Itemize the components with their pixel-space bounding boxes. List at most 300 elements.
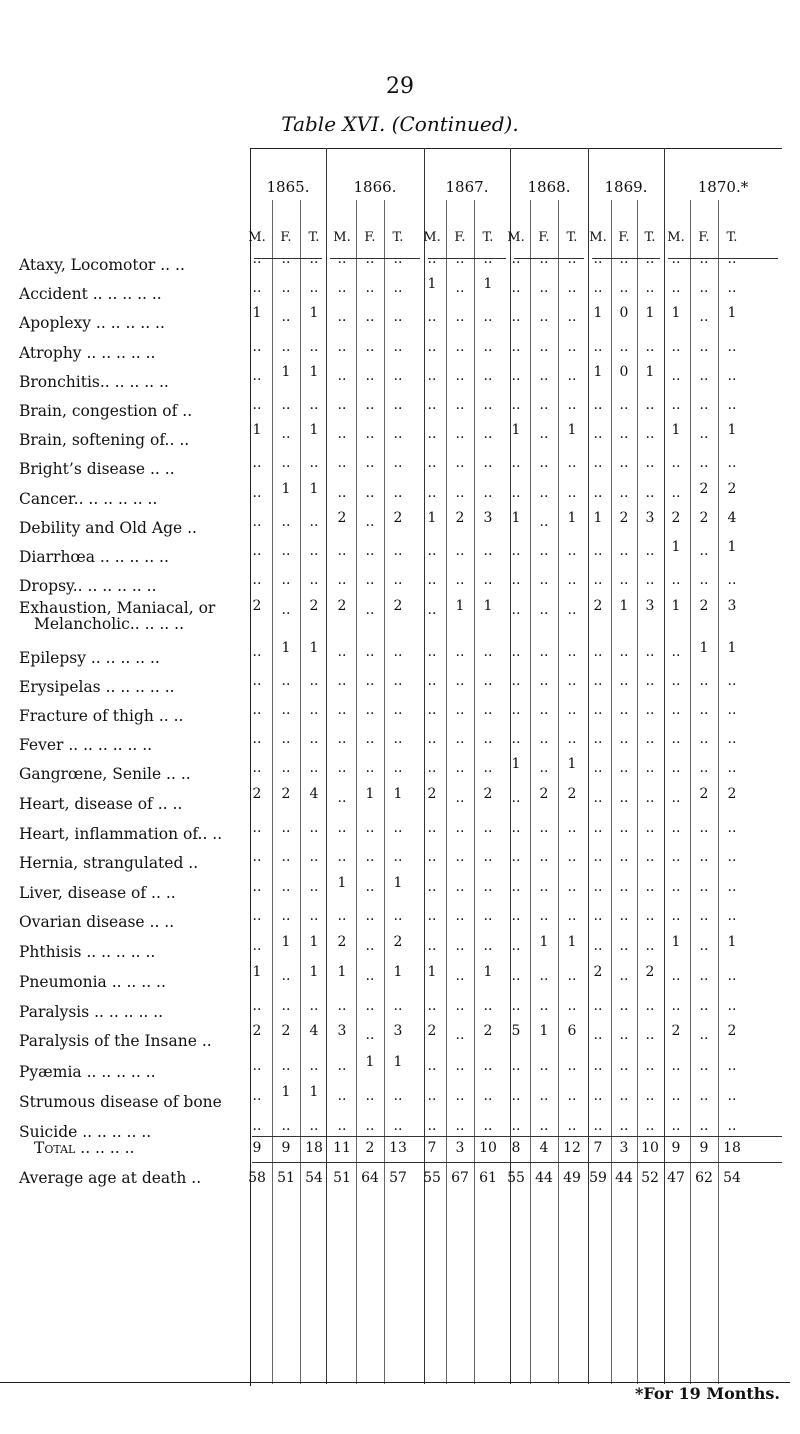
table-cell: .. [393, 309, 403, 325]
table-cell: .. [539, 455, 549, 471]
table-cell: .. [281, 397, 291, 413]
total-cell: 9 [699, 1140, 709, 1156]
table-cell: 1 [252, 964, 262, 980]
row-label: Ataxy, Locomotor .. .. [19, 256, 185, 274]
row-label: Fracture of thigh .. .. [19, 707, 184, 725]
table-cell: .. [645, 455, 655, 471]
table-cell: .. [645, 572, 655, 588]
table-cell: .. [365, 1027, 375, 1043]
table-cell: 1 [309, 422, 319, 438]
table-cell: .. [567, 968, 577, 984]
table-cell: .. [365, 968, 375, 984]
table-cell: .. [483, 339, 493, 355]
row-label: Fever .. .. .. .. .. .. [19, 736, 153, 754]
table-cell: .. [455, 673, 465, 689]
table-cell: 1 [365, 786, 375, 802]
table-cell: .. [483, 543, 493, 559]
table-cell: .. [699, 1088, 709, 1104]
table-cell: .. [455, 455, 465, 471]
table-cell: .. [511, 790, 521, 806]
average-cell: 54 [305, 1170, 323, 1186]
table-cell: 2 [309, 598, 319, 614]
table-cell: .. [567, 1118, 577, 1134]
table-cell: .. [511, 572, 521, 588]
table-cell: 1 [483, 964, 493, 980]
table-cell: .. [727, 760, 737, 776]
column-header: F. [280, 230, 292, 245]
table-cell: .. [727, 1118, 737, 1134]
table-cell: 5 [511, 1023, 521, 1039]
table-cell: .. [281, 760, 291, 776]
table-cell: 1 [511, 422, 521, 438]
row-label: Gangrœne, Senile .. .. [19, 765, 191, 783]
table-cell: .. [483, 820, 493, 836]
table-cell: .. [699, 968, 709, 984]
average-cell: 57 [389, 1170, 407, 1186]
table-cell: .. [483, 879, 493, 895]
total-cell: 3 [455, 1140, 465, 1156]
table-cell: .. [593, 908, 603, 924]
table-cell: .. [427, 339, 437, 355]
table-cell: .. [619, 849, 629, 865]
table-cell: .. [671, 760, 681, 776]
table-cell: .. [645, 790, 655, 806]
average-cell: 55 [507, 1170, 525, 1186]
table-cell: .. [252, 820, 262, 836]
row-label: Pneumonia .. .. .. .. [19, 973, 166, 991]
table-cell: .. [365, 1118, 375, 1134]
table-cell: .. [567, 1088, 577, 1104]
table-cell: .. [567, 485, 577, 501]
table-cell: .. [619, 731, 629, 747]
table-cell: .. [365, 998, 375, 1014]
table-cell: .. [252, 702, 262, 718]
table-cell: 1 [455, 598, 465, 614]
table-cell: .. [483, 1088, 493, 1104]
table-cell: 1 [337, 875, 347, 891]
year-header: 1870.* [697, 178, 749, 196]
table-cell: .. [252, 731, 262, 747]
table-cell: .. [671, 849, 681, 865]
table-cell: .. [593, 251, 603, 267]
average-cell: 44 [615, 1170, 633, 1186]
table-cell: 1 [337, 964, 347, 980]
column-header: T. [482, 230, 494, 245]
table-cell: .. [511, 702, 521, 718]
table-cell: 2 [671, 510, 681, 526]
table-cell: .. [671, 968, 681, 984]
table-cell: .. [252, 673, 262, 689]
table-cell: 2 [699, 786, 709, 802]
table-cell: 3 [645, 598, 655, 614]
table-cell: .. [455, 280, 465, 296]
table-cell: .. [593, 790, 603, 806]
table-cell: .. [455, 339, 465, 355]
table-cell: 1 [281, 1084, 291, 1100]
table-cell: .. [539, 998, 549, 1014]
table-cell: 2 [281, 1023, 291, 1039]
table-cell: .. [427, 397, 437, 413]
table-cell: .. [567, 309, 577, 325]
table-cell: .. [671, 820, 681, 836]
table-cell: .. [252, 543, 262, 559]
table-cell: .. [455, 998, 465, 1014]
table-cell: .. [593, 879, 603, 895]
table-cell: .. [539, 968, 549, 984]
table-cell: 2 [593, 964, 603, 980]
table-cell: .. [727, 968, 737, 984]
table-cell: .. [393, 908, 403, 924]
table-cell: .. [281, 572, 291, 588]
page-number: 29 [386, 74, 414, 99]
column-header: M. [667, 230, 685, 245]
table-title: Table XVI. (Continued). [281, 112, 519, 136]
table-cell: .. [393, 543, 403, 559]
table-cell: .. [727, 397, 737, 413]
table-cell: .. [393, 702, 403, 718]
table-cell: .. [671, 879, 681, 895]
average-cell: 58 [248, 1170, 266, 1186]
table-cell: .. [365, 908, 375, 924]
table-cell: .. [539, 760, 549, 776]
table-cell: .. [337, 455, 347, 471]
table-cell: 0 [619, 364, 629, 380]
table-cell: .. [309, 820, 319, 836]
row-label: Apoplexy .. .. .. .. .. [19, 314, 165, 332]
table-bottom-rule [0, 1382, 790, 1383]
table-cell: .. [567, 572, 577, 588]
table-cell: .. [539, 572, 549, 588]
table-cell: .. [511, 309, 521, 325]
table-cell: 2 [567, 786, 577, 802]
table-cell: .. [281, 968, 291, 984]
table-cell: .. [365, 673, 375, 689]
table-cell: .. [455, 397, 465, 413]
table-cell: .. [511, 673, 521, 689]
table-cell: .. [455, 760, 465, 776]
table-cell: .. [337, 426, 347, 442]
table-cell: .. [539, 820, 549, 836]
table-cell: .. [365, 820, 375, 836]
table-cell: 1 [393, 786, 403, 802]
row-label: Brain, congestion of .. [19, 402, 193, 420]
row-label: Phthisis .. .. .. .. .. [19, 943, 156, 961]
table-cell: .. [483, 702, 493, 718]
table-cell: .. [619, 702, 629, 718]
table-cell: 1 [309, 1084, 319, 1100]
table-cell: .. [593, 485, 603, 501]
table-cell: .. [699, 543, 709, 559]
table-cell: .. [619, 485, 629, 501]
table-cell: .. [699, 1058, 709, 1074]
table-cell: .. [252, 514, 262, 530]
total-rule [252, 1136, 782, 1137]
table-cell: .. [483, 644, 493, 660]
table-cell: .. [593, 572, 603, 588]
table-cell: .. [252, 998, 262, 1014]
table-cell: .. [699, 908, 709, 924]
table-cell: .. [281, 309, 291, 325]
table-cell: .. [427, 702, 437, 718]
table-cell: .. [699, 426, 709, 442]
table-cell: .. [427, 309, 437, 325]
row-label: Bright’s disease .. .. [19, 460, 175, 478]
average-cell: 59 [589, 1170, 607, 1186]
table-cell: .. [281, 280, 291, 296]
table-cell: .. [337, 251, 347, 267]
table-cell: .. [337, 820, 347, 836]
table-cell: .. [281, 251, 291, 267]
table-cell: .. [337, 1058, 347, 1074]
table-cell: .. [539, 543, 549, 559]
table-cell: 2 [727, 786, 737, 802]
table-cell: .. [393, 673, 403, 689]
table-cell: .. [727, 1088, 737, 1104]
table-cell: .. [539, 368, 549, 384]
table-cell: .. [727, 820, 737, 836]
table-cell: .. [309, 543, 319, 559]
table-cell: .. [511, 731, 521, 747]
table-cell: 1 [511, 756, 521, 772]
table-cell: .. [699, 455, 709, 471]
table-cell: .. [539, 514, 549, 530]
table-cell: .. [727, 879, 737, 895]
table-cell: 2 [455, 510, 465, 526]
table-cell: .. [619, 572, 629, 588]
table-cell: 1 [281, 640, 291, 656]
table-cell: .. [427, 673, 437, 689]
table-cell: .. [539, 908, 549, 924]
table-cell: .. [567, 397, 577, 413]
table-cell: .. [252, 938, 262, 954]
table-cell: .. [567, 673, 577, 689]
total-cell: 7 [427, 1140, 437, 1156]
table-cell: .. [645, 938, 655, 954]
table-cell: .. [455, 251, 465, 267]
table-cell: 2 [483, 1023, 493, 1039]
table-cell: .. [455, 368, 465, 384]
table-cell: .. [593, 1088, 603, 1104]
table-cell: .. [455, 849, 465, 865]
column-header: T. [726, 230, 738, 245]
table-cell: .. [337, 998, 347, 1014]
column-header: T. [308, 230, 320, 245]
table-cell: .. [645, 1088, 655, 1104]
table-cell: .. [483, 760, 493, 776]
table-cell: .. [483, 397, 493, 413]
table-cell: .. [281, 998, 291, 1014]
total-cell: 18 [305, 1140, 323, 1156]
table-cell: .. [671, 368, 681, 384]
table-cell: .. [455, 543, 465, 559]
table-cell: .. [699, 760, 709, 776]
table-cell: .. [427, 1058, 437, 1074]
table-cell: 1 [309, 364, 319, 380]
table-cell: .. [727, 731, 737, 747]
table-cell: .. [427, 485, 437, 501]
table-cell: 1 [393, 1054, 403, 1070]
table-cell: 2 [393, 934, 403, 950]
table-cell: .. [539, 673, 549, 689]
table-cell: .. [593, 820, 603, 836]
table-cell: .. [281, 702, 291, 718]
table-cell: .. [645, 673, 655, 689]
table-cell: .. [539, 426, 549, 442]
table-cell: .. [727, 251, 737, 267]
table-cell: .. [483, 938, 493, 954]
table-cell: 1 [567, 934, 577, 950]
table-cell: .. [337, 1088, 347, 1104]
table-cell: .. [427, 1118, 437, 1134]
table-cell: 1 [593, 510, 603, 526]
table-cell: .. [567, 251, 577, 267]
table-cell: 1 [671, 539, 681, 555]
table-cell: 2 [427, 1023, 437, 1039]
table-cell: .. [619, 673, 629, 689]
average-cell: 67 [451, 1170, 469, 1186]
table-cell: .. [699, 820, 709, 836]
table-cell: .. [309, 731, 319, 747]
table-cell: .. [567, 998, 577, 1014]
table-cell: .. [645, 998, 655, 1014]
table-cell: .. [511, 1118, 521, 1134]
table-cell: .. [699, 1118, 709, 1134]
table-cell: .. [619, 790, 629, 806]
footnote: *For 19 Months. [635, 1384, 780, 1403]
table-cell: .. [365, 455, 375, 471]
table-cell: 1 [365, 1054, 375, 1070]
table-cell: .. [645, 702, 655, 718]
table-cell: 2 [393, 510, 403, 526]
table-cell: .. [567, 820, 577, 836]
row-label: Paralysis of the Insane .. [19, 1032, 212, 1050]
table-cell: .. [427, 998, 437, 1014]
table-cell: .. [727, 339, 737, 355]
total-cell: 10 [479, 1140, 497, 1156]
table-cell: .. [252, 1088, 262, 1104]
table-cell: 2 [727, 1023, 737, 1039]
table-cell: .. [645, 426, 655, 442]
table-cell: .. [455, 309, 465, 325]
table-cell: .. [281, 339, 291, 355]
table-cell: .. [252, 485, 262, 501]
table-cell: .. [619, 1088, 629, 1104]
table-cell: .. [671, 702, 681, 718]
table-cell: 1 [427, 964, 437, 980]
table-cell: 1 [671, 305, 681, 321]
row-label-continued: Melancholic.. .. .. .. [34, 615, 185, 633]
row-label: Suicide .. .. .. .. .. [19, 1123, 152, 1141]
table-cell: .. [309, 1058, 319, 1074]
table-cell: .. [645, 1058, 655, 1074]
table-cell: .. [393, 339, 403, 355]
table-cell: 2 [619, 510, 629, 526]
table-cell: .. [567, 543, 577, 559]
table-cell: .. [567, 1058, 577, 1074]
table-cell: .. [539, 644, 549, 660]
year-header: 1866. [353, 178, 397, 196]
column-header: F. [538, 230, 550, 245]
table-cell: .. [337, 397, 347, 413]
table-cell: 2 [337, 510, 347, 526]
table-cell: .. [252, 572, 262, 588]
row-label: Heart, inflammation of.. .. [19, 825, 223, 843]
table-cell: .. [567, 849, 577, 865]
total-cell: 3 [619, 1140, 629, 1156]
table-cell: .. [671, 998, 681, 1014]
table-cell: .. [393, 998, 403, 1014]
table-cell: .. [252, 644, 262, 660]
table-cell: .. [455, 1118, 465, 1134]
column-header: T. [644, 230, 656, 245]
table-cell: .. [281, 879, 291, 895]
table-cell: .. [309, 455, 319, 471]
table-cell: .. [393, 849, 403, 865]
table-cell: .. [567, 702, 577, 718]
table-cell: .. [671, 1088, 681, 1104]
table-cell: 1 [539, 934, 549, 950]
table-cell: .. [427, 251, 437, 267]
table-cell: .. [645, 879, 655, 895]
table-cell: .. [483, 1058, 493, 1074]
table-cell: 1 [281, 934, 291, 950]
table-cell: 1 [483, 598, 493, 614]
table-cell: .. [281, 455, 291, 471]
table-cell: .. [393, 368, 403, 384]
table-cell: .. [593, 455, 603, 471]
table-cell: .. [567, 368, 577, 384]
table-cell: .. [309, 572, 319, 588]
table-cell: .. [281, 673, 291, 689]
table-cell: .. [511, 1058, 521, 1074]
table-cell: .. [593, 998, 603, 1014]
table-cell: 1 [671, 422, 681, 438]
column-header: T. [566, 230, 578, 245]
table-cell: .. [393, 397, 403, 413]
table-cell: .. [337, 280, 347, 296]
table-cell: .. [483, 1118, 493, 1134]
table-cell: 1 [393, 964, 403, 980]
table-cell: .. [511, 998, 521, 1014]
table-cell: .. [593, 339, 603, 355]
table-cell: 2 [483, 786, 493, 802]
row-label: Diarrhœa .. .. .. .. .. [19, 548, 169, 566]
table-cell: .. [252, 397, 262, 413]
row-label: Bronchitis.. .. .. .. .. [19, 373, 169, 391]
table-cell: 1 [567, 422, 577, 438]
table-cell: .. [619, 455, 629, 471]
table-cell: .. [281, 543, 291, 559]
table-cell: .. [427, 849, 437, 865]
table-cell: .. [539, 602, 549, 618]
table-cell: .. [337, 1118, 347, 1134]
table-cell: .. [309, 908, 319, 924]
table-cell: .. [593, 673, 603, 689]
table-cell: .. [365, 644, 375, 660]
table-cell: .. [365, 731, 375, 747]
table-cell: .. [511, 485, 521, 501]
table-cell: .. [645, 485, 655, 501]
table-cell: .. [455, 790, 465, 806]
table-cell: 2 [699, 481, 709, 497]
table-cell: .. [427, 368, 437, 384]
table-cell: 4 [309, 786, 319, 802]
table-cell: 2 [252, 786, 262, 802]
table-cell: .. [645, 280, 655, 296]
table-cell: .. [281, 1118, 291, 1134]
table-cell: .. [699, 1027, 709, 1043]
table-cell: .. [309, 760, 319, 776]
